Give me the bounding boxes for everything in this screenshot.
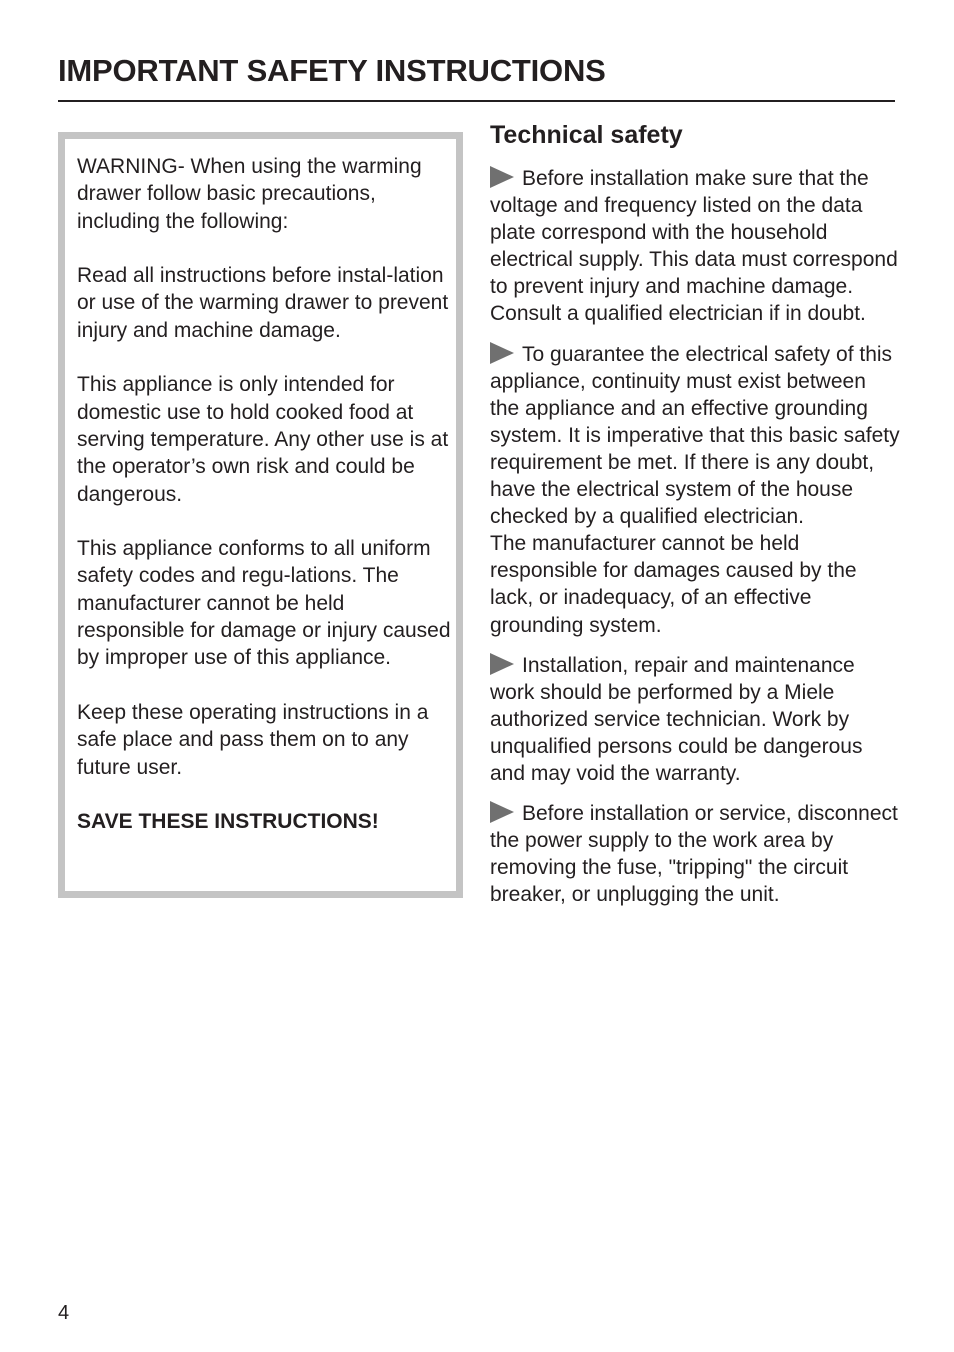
safety-bullet: [490, 652, 900, 787]
warning-content: [77, 153, 455, 835]
title-divider: [58, 100, 895, 102]
technical-safety-section: [490, 118, 900, 921]
bullet-text-continuation: The manufacturer cannot be held responsible for damages caused by the lack, or inadequacy, of an effective grounding system.: [490, 532, 857, 637]
bullet-text: Before installation make sure that the voltage and frequency listed on the data plate correspond with the household electrical supply. This data must correspond to prevent injury and machine damage. Consult a qualified electrician if in doubt.: [490, 167, 898, 326]
triangle-bullet-icon: [490, 653, 514, 675]
warning-box: [58, 132, 463, 898]
save-instructions-notice: SAVE THESE INSTRUCTIONS!: [77, 810, 379, 834]
warning-paragraph: WARNING- When using the warming drawer follow basic precautions, including the following:: [77, 155, 422, 233]
bullet-text: Installation, repair and maintenance work should be performed by a Miele authorized service technician. Work by unqualified persons could be dangerous and may void the warranty.: [490, 653, 863, 785]
warning-paragraph: This appliance is only intended for domestic use to hold cooked food at serving temperature. Any other use is at the operator’s own risk and could be dangerous.: [77, 373, 449, 506]
bullet-text: To guarantee the electrical safety of this appliance, continuity must exist between the appliance and an effective grounding system. It is imperative that this basic safety requirement be met. If there is any doubt, have the electrical system of the house checked by a qualified electrician.: [490, 342, 900, 529]
safety-bullet: [490, 800, 900, 908]
section-heading: Technical safety: [490, 121, 683, 149]
safety-bullet: [490, 165, 900, 328]
bullet-text: Before installation or service, disconnect the power supply to the work area by removing the fuse, "tripping" the circuit breaker, or unplugging the unit.: [490, 802, 898, 907]
triangle-bullet-icon: [490, 342, 514, 364]
page-number: 4: [58, 1302, 70, 1324]
safety-bullet: [490, 341, 900, 639]
warning-paragraph: This appliance conforms to all uniform safety codes and regu-lations. The manufacturer cannot be held responsible for damage or injury caused by improper use of this appliance.: [77, 537, 451, 670]
page-title: IMPORTANT SAFETY INSTRUCTIONS: [58, 53, 606, 88]
triangle-bullet-icon: [490, 166, 514, 188]
triangle-bullet-icon: [490, 801, 514, 823]
warning-paragraph: Read all instructions before instal-lation or use of the warming drawer to prevent injury and machine damage.: [77, 264, 449, 342]
warning-paragraph: Keep these operating instructions in a safe place and pass them on to any future user.: [77, 700, 429, 779]
